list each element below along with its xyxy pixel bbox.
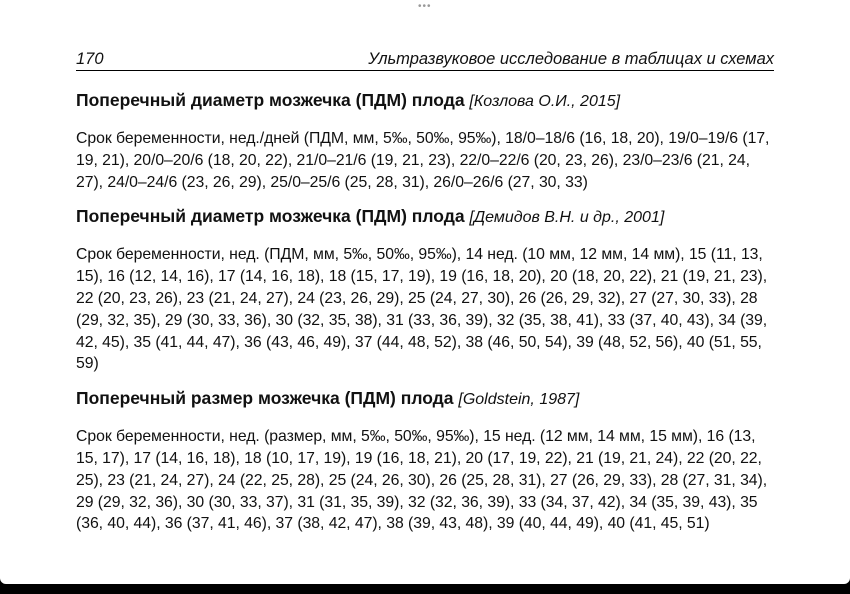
section-reference: [Goldstein, 1987] xyxy=(458,391,580,409)
section-heading xyxy=(76,88,776,114)
section-body: Срок беременности, нед. (ПДМ, мм, 5‰, 50‰, 95‰), 14 нед. (10 мм, 12 мм, 14 мм), 15 (11, 13, 15), 16 (12, 14, 16), 17 (14, 16, 18), 18 (15, 17, 19), 19 (16, 18, 20), 20 (18, 20, 22), 21 (19, 21, 23), 22 (20, 23, 26), 23 (21, 24, 27), 24 (23, 26, 29), 25 (24, 27, 30), 26 (26, 29, 32), 27 (27, 30, 33), 28 (29, 32, 35), 29 (30, 33, 36), 30 (32, 35, 38), 31 (33, 36, 39), 32 (35, 38, 41), 33 (37, 40, 43), 34 (39, 42, 45), 35 (41, 44, 47), 36 (43, 46, 49), 37 (44, 48, 52), 38 (46, 50, 54), 39 (48, 52, 56), 40 (51, 55, 59) xyxy=(76,246,768,373)
page-content xyxy=(76,88,776,546)
section-demidov xyxy=(76,204,776,375)
section-heading xyxy=(76,386,776,412)
section-title: Поперечный диаметр мозжечка (ПДМ) плода xyxy=(76,206,465,227)
section-kozlova xyxy=(76,88,776,193)
running-header xyxy=(76,48,774,71)
section-body: Срок беременности, нед./дней (ПДМ, мм, 5‰, 50‰, 95‰), 18/0–18/6 (16, 18, 20), 19/0–19/6 (17, 19, 21), 20/0–20/6 (18, 20, 22), 21/0–21/6 (19, 21, 23), 22/0–22/6 (20, 23, 26), 23/0–23/6 (21, 24, 27), 24/0–24/6 (23, 26, 29), 25/0–25/6 (25, 28, 31), 26/0–26/6 (27, 30, 33) xyxy=(76,130,770,191)
section-reference: [Демидов В.Н. и др., 2001] xyxy=(469,209,665,227)
section-body: Срок беременности, нед. (размер, мм, 5‰, 50‰, 95‰), 15 нед. (12 мм, 14 мм, 15 мм), 16 (13, 15, 17), 17 (14, 16, 18), 18 (10, 17, 19), 19 (16, 18, 21), 20 (17, 19, 22), 21 (19, 21, 24), 22 (20, 22, 25), 23 (21, 24, 27), 24 (22, 25, 28), 25 (24, 26, 30), 26 (25, 28, 31), 27 (26, 29, 33), 28 (27, 31, 34), 29 (29, 32, 36), 30 (30, 33, 37), 31 (31, 35, 39), 32 (32, 36, 39), 33 (34, 37, 42), 34 (35, 39, 43), 35 (36, 40, 44), 36 (37, 41, 46), 37 (38, 42, 47), 38 (39, 43, 48), 39 (40, 44, 49), 40 (41, 45, 51) xyxy=(76,428,768,533)
section-title: Поперечный диаметр мозжечка (ПДМ) плода xyxy=(76,90,465,110)
page-number: 170 xyxy=(76,50,104,68)
section-heading xyxy=(76,204,776,230)
window-drag-indicator[interactable]: ••• xyxy=(418,1,432,12)
book-title: Ультразвуковое исследование в таблицах и схемах xyxy=(368,50,774,68)
section-goldstein xyxy=(76,386,776,535)
section-reference: [Козлова О.И., 2015] xyxy=(469,93,621,110)
section-title: Поперечный размер мозжечка (ПДМ) плода xyxy=(76,388,454,409)
